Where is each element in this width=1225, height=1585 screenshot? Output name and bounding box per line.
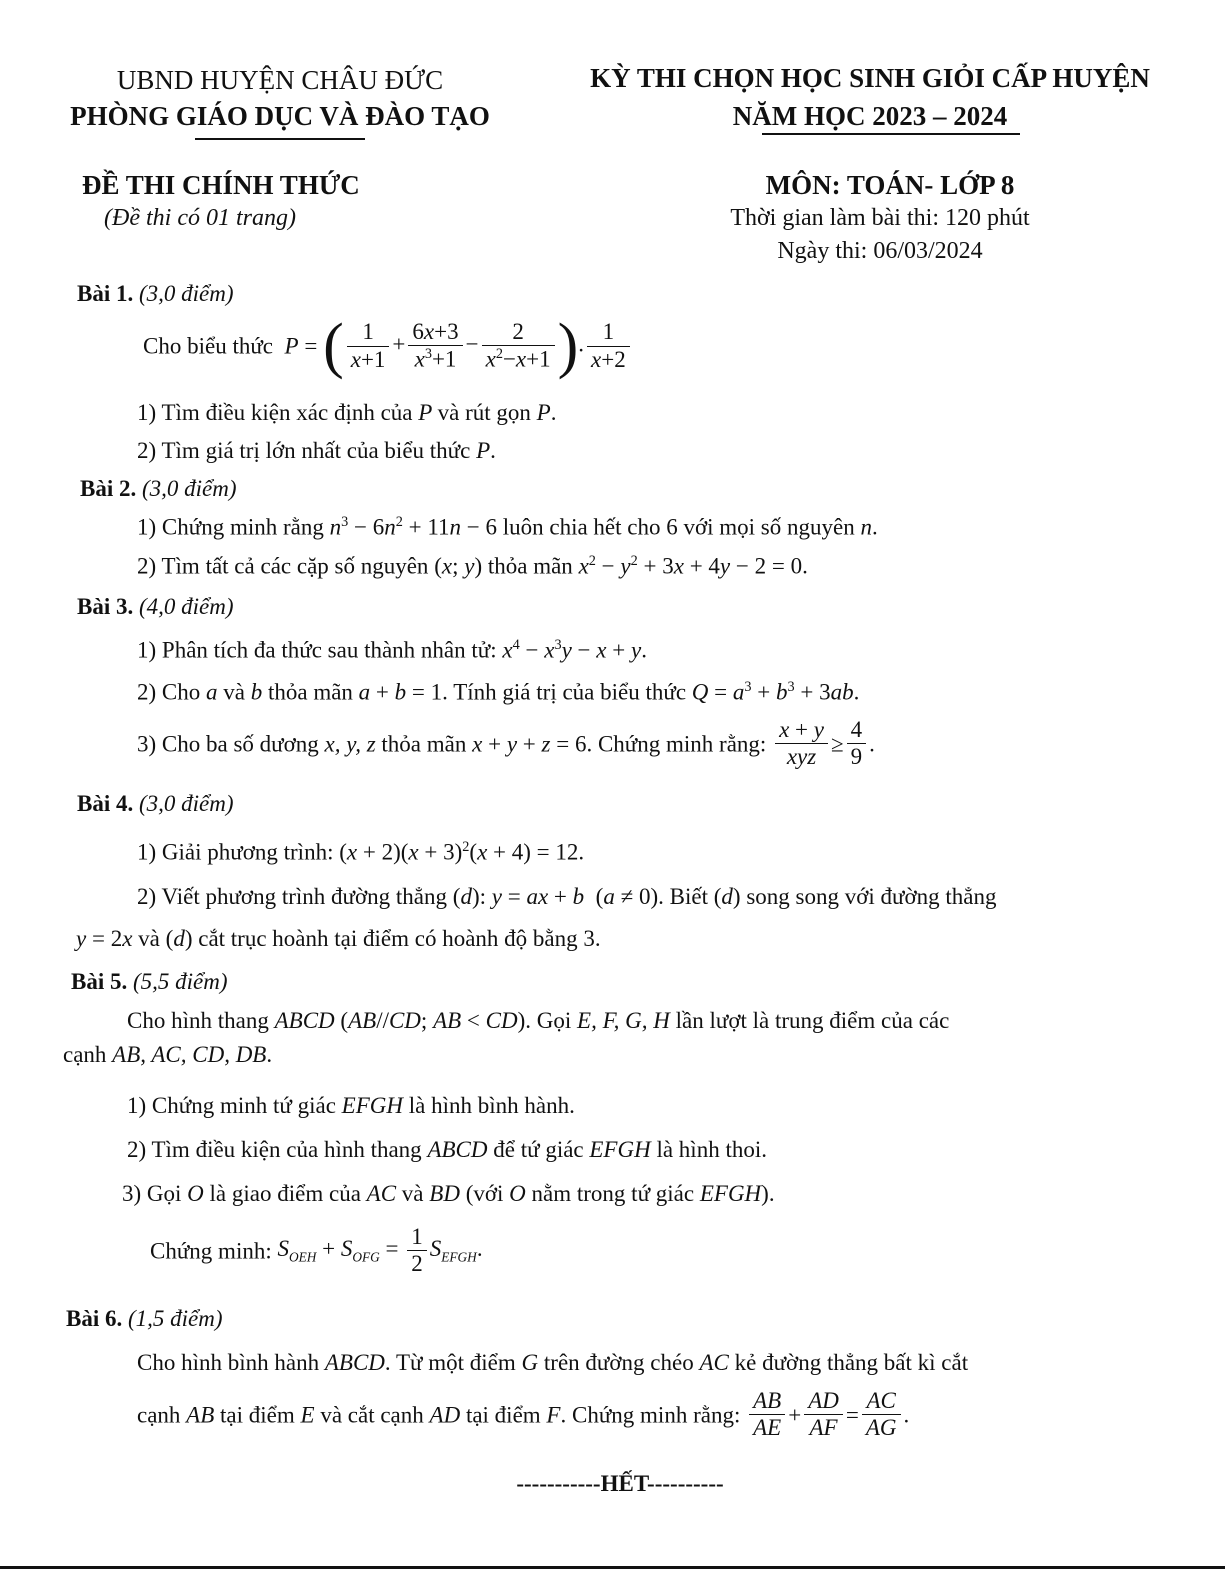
bai6-text-f: tại điểm xyxy=(220,1402,295,1428)
bai5-prove: Chứng minh: $S_{OEH} + S_{OFG}$ = $\frac{1}{2}$ $S_{EFGH}$. xyxy=(150,1224,483,1277)
bai5-points: (5,5 điểm) xyxy=(132,969,228,994)
bai5-intro-line1: Cho hình thang ABCD (AB//CD; AB < CD). Gọi E, F, G, H lần lượt là trung điểm của các xyxy=(127,1008,950,1033)
bai5-q2-text-c: là hình thoi. xyxy=(656,1137,767,1162)
bai1-q1-mid: và rút gọn xyxy=(437,400,531,425)
bai1-intro: Cho biểu thức xyxy=(143,333,274,359)
bai6-text-b: . Từ một điểm xyxy=(384,1350,516,1375)
issuer-district: UBND HUYỆN CHÂU ĐỨC xyxy=(116,65,444,95)
bai1-heading xyxy=(77,281,234,307)
issuer-department: PHÒNG GIÁO DỤC VÀ ĐÀO TẠO xyxy=(70,101,490,131)
bai5-intro-text-d: cạnh xyxy=(63,1042,107,1067)
bai3-q3: 3) Cho ba số dương x, y, z thỏa mãn x + y + z = 6. Chứng minh rằng: $\frac{x + y}{\text{xyz}}$ ≥ $\frac{4}{9}$ . xyxy=(137,717,875,770)
bai5-q2-text-b: để tứ giác xyxy=(493,1137,584,1162)
bai3-q2-text-a: 2) Cho xyxy=(137,679,201,705)
bai5-q1-text-a: 1) Chứng minh tứ giác xyxy=(127,1093,336,1118)
school-year-underline xyxy=(762,133,1020,135)
bai3-q3-text-c: . Chứng minh rằng: xyxy=(586,731,767,757)
bai3-q2-text-d: . Tính giá trị của biểu thức xyxy=(442,679,687,705)
bai3-q2: 2) Cho a và b thỏa mãn a + b = 1. Tính giá trị của biểu thức $Q = a^3 + b^3 + 3ab$. xyxy=(137,679,860,705)
bai5-title: Bài 5. xyxy=(71,969,128,994)
bai4-q2-line1: 2) Viết phương trình đường thẳng (d): y = ax + b (a ≠ 0). Biết (d) song song với đường thẳng xyxy=(137,884,997,909)
bai3-q2-text-c: thỏa mãn xyxy=(267,679,353,705)
bai5-intro-line2: cạnh AB, AC, CD, DB. xyxy=(63,1042,273,1067)
bai2-heading xyxy=(80,476,237,502)
bai5-q3: 3) Gọi O là giao điểm của AC và BD (với O nằm trong tứ giác EFGH). xyxy=(122,1181,775,1206)
bai4-q2-text-e: cắt trục hoành tại điểm có hoành độ bằng 3. xyxy=(198,926,601,951)
bai4-title: Bài 4. xyxy=(77,791,134,816)
bottom-border xyxy=(0,1566,1225,1569)
bai1-q2: 2) Tìm giá trị lớn nhất của biểu thức P. xyxy=(137,438,496,463)
bai3-title: Bài 3. xyxy=(77,594,134,619)
bai1-title: Bài 1. xyxy=(77,281,134,306)
bai1-expression: Cho biểu thức P = ( $\frac{1}{x+1}$ + $\frac{6x+3}{x^3+1}$ − $\frac{2}{x^2-x+1}$ ). $\frac{1}{x+2}$ xyxy=(143,315,633,377)
subject: MÔN: TOÁN- LỚP 8 xyxy=(765,170,1015,200)
duration: Thời gian làm bài thi: 120 phút xyxy=(730,205,1030,231)
bai2-q2-text: 2) Tìm tất cả các cặp số nguyên xyxy=(137,553,429,579)
bai4-q1-text: 1) Giải phương trình: xyxy=(137,839,334,865)
bai6-text-e: cạnh xyxy=(137,1402,181,1428)
bai6-title: Bài 6. xyxy=(66,1306,123,1331)
bai6-line2: cạnh AB tại điểm E và cắt cạnh AD tại điểm F. Chứng minh rằng: $\frac{AB}{AE}$ + $\frac{AD}{AF}$ = $\frac{AC}{AG}$ . xyxy=(137,1388,910,1441)
bai5-q3-text-d: (với xyxy=(465,1181,504,1206)
bai2-title: Bài 2. xyxy=(80,476,137,501)
bai5-intro-text-b: . Gọi xyxy=(525,1008,572,1033)
pages-note: (Đề thi có 01 trang) xyxy=(104,205,296,231)
bai5-prove-text: Chứng minh: xyxy=(150,1238,272,1264)
bai5-q3-text-b: là giao điểm của xyxy=(209,1181,361,1206)
bai6-line1: Cho hình bình hành ABCD. Từ một điểm G trên đường chéo AC kẻ đường thẳng bất kì cắt xyxy=(137,1350,969,1375)
bai3-q3-text-b: thỏa mãn xyxy=(381,731,467,757)
bai4-q2-text-c: song song với đường thẳng xyxy=(746,884,997,909)
bai6-text-d: kẻ đường thẳng bất kì cắt xyxy=(734,1350,969,1375)
bai1-q1: 1) Tìm điều kiện xác định của P và rút gọn P. xyxy=(137,400,557,425)
bai3-points: (4,0 điểm) xyxy=(138,594,234,619)
bai2-q1-text-b: luôn chia hết cho 6 với mọi số nguyên xyxy=(502,514,855,540)
bai5-q1-text-b: là hình bình hành. xyxy=(408,1093,575,1118)
bai5-q3-text-c: và xyxy=(401,1181,424,1206)
bai6-text-i: . Chứng minh rằng: xyxy=(560,1402,741,1428)
bai5-intro-text-c: lần lượt là trung điểm của các xyxy=(675,1008,950,1033)
bai3-q2-text-b: và xyxy=(223,679,245,705)
bai6-text-a: Cho hình bình hành xyxy=(137,1350,320,1375)
bai5-heading xyxy=(71,969,228,995)
bai4-q2-text-d: và xyxy=(138,926,160,951)
bai4-q2-text-b: . Biết xyxy=(658,884,708,909)
bai5-q2: 2) Tìm điều kiện của hình thang ABCD để tứ giác EFGH là hình thoi. xyxy=(127,1137,767,1162)
bai5-intro-text-a: Cho hình thang xyxy=(127,1008,269,1033)
bai3-q3-text-a: 3) Cho ba số dương xyxy=(137,731,319,757)
bai1-q1-text: 1) Tìm điều kiện xác định của xyxy=(137,400,413,425)
bai2-q1: 1) Chứng minh rằng $n^3 - 6n^2 + 11n - 6$ luôn chia hết cho 6 với mọi số nguyên n. xyxy=(137,514,878,540)
header-underline xyxy=(195,138,365,140)
bai4-q2-line2: y = 2x và (d) cắt trục hoành tại điểm có hoành độ bằng 3. xyxy=(76,926,601,951)
bai2-q2-text-b: thỏa mãn xyxy=(487,553,573,579)
bai6-text-h: tại điểm xyxy=(465,1402,541,1428)
bai2-q2: 2) Tìm tất cả các cặp số nguyên (x; y) thỏa mãn $x^2 - y^2 + 3x + 4y - 2 = 0$. xyxy=(137,553,808,579)
end-marker: -----------HẾT---------- xyxy=(516,1471,724,1496)
school-year: NĂM HỌC 2023 – 2024 xyxy=(732,101,1008,131)
bai3-heading xyxy=(77,594,234,620)
exam-name: KỲ THI CHỌN HỌC SINH GIỎI CẤP HUYỆN xyxy=(590,63,1150,93)
bai4-q2-text-a: 2) Viết phương trình đường thẳng xyxy=(137,884,448,909)
bai5-q3-text-a: 3) Gọi xyxy=(122,1181,182,1206)
bai2-points: (3,0 điểm) xyxy=(141,476,237,501)
bai5-q2-text-a: 2) Tìm điều kiện của hình thang xyxy=(127,1137,422,1162)
bai1-q2-text: 2) Tìm giá trị lớn nhất của biểu thức xyxy=(137,438,471,463)
bai4-points: (3,0 điểm) xyxy=(138,791,234,816)
bai6-text-c: trên đường chéo xyxy=(543,1350,694,1375)
bai3-q1: 1) Phân tích đa thức sau thành nhân tử: $x^4 - x^3y - x + y$. xyxy=(137,637,647,663)
bai5-q3-text-e: nằm trong tứ giác xyxy=(531,1181,695,1206)
bai1-points: (3,0 điểm) xyxy=(138,281,234,306)
bai6-heading xyxy=(66,1306,223,1332)
official-label: ĐỀ THI CHÍNH THỨC xyxy=(82,170,360,200)
bai5-q1: 1) Chứng minh tứ giác EFGH là hình bình hành. xyxy=(127,1093,575,1118)
exam-date: Ngày thi: 06/03/2024 xyxy=(777,238,983,264)
bai4-q1: 1) Giải phương trình: $(x + 2)(x + 3)^2(x + 4) = 12$. xyxy=(137,839,585,865)
bai6-text-g: và cắt cạnh xyxy=(320,1402,424,1428)
bai3-q1-text: 1) Phân tích đa thức sau thành nhân tử: xyxy=(137,637,497,663)
bai4-heading xyxy=(77,791,234,817)
bai6-points: (1,5 điểm) xyxy=(127,1306,223,1331)
bai2-q1-text: 1) Chứng minh rằng xyxy=(137,514,324,540)
